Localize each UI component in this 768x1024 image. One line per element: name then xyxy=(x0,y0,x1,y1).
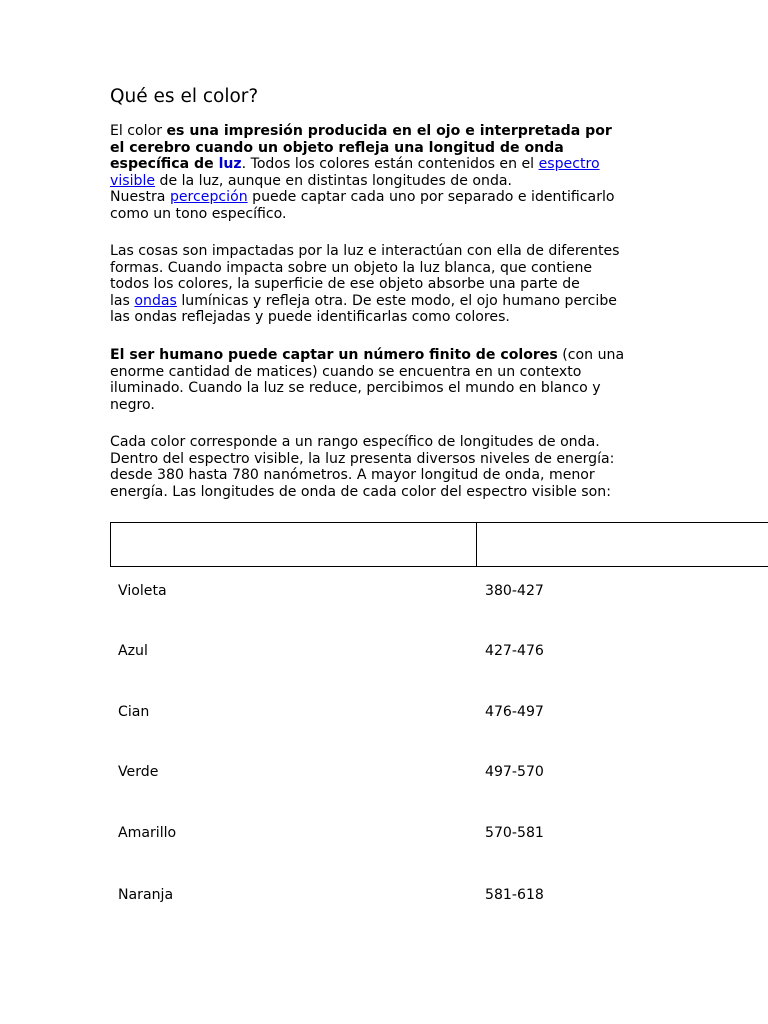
wavelength-cell: 497-570 xyxy=(485,764,544,780)
color-name-cell: Amarillo xyxy=(118,825,177,841)
text: Nuestra xyxy=(110,189,170,205)
bold-text: es una impresión producida en el ojo e interpretada por xyxy=(166,123,612,139)
wavelength-cell: 427-476 xyxy=(485,643,544,659)
wavelength-cell: 570-581 xyxy=(485,825,544,841)
table-row xyxy=(118,581,758,601)
paragraph-human-perception xyxy=(110,347,655,413)
text: las xyxy=(110,292,135,309)
paragraph-interaction xyxy=(110,243,655,326)
color-name-cell: Naranja xyxy=(118,887,174,903)
text: Cada color corresponde a un rango específico de longitudes de onda. xyxy=(110,434,600,450)
text: Las cosas son impactadas por la luz e interactúan con ella de diferentes xyxy=(110,243,620,259)
text: enorme cantidad de matices) cuando se encuentra en un contexto xyxy=(110,363,582,380)
text: las ondas reflejadas y puede identificarlas como colores. xyxy=(110,309,510,325)
bold-text: El ser humano puede captar un número finito de colores xyxy=(110,347,558,363)
text: iluminado. Cuando la luz se reduce, percibimos el mundo en blanco y xyxy=(110,380,601,396)
link-espectro-visible-cont[interactable]: visible xyxy=(110,172,156,189)
bold-text: el cerebro cuando un objeto refleja una longitud de onda xyxy=(110,139,564,156)
text: Dentro del espectro visible, la luz presenta diversos niveles de energía: xyxy=(110,450,615,467)
link-percepcion[interactable]: percepción xyxy=(169,189,248,205)
paragraph-definition xyxy=(110,123,655,222)
color-name-cell: Verde xyxy=(118,764,159,780)
text: energía. Las longitudes de onda de cada color del espectro visible son: xyxy=(110,483,611,500)
color-name-cell: Cian xyxy=(118,704,150,720)
color-name-cell: Azul xyxy=(118,643,148,659)
table-row xyxy=(118,762,758,782)
table-column-divider xyxy=(476,523,477,566)
text: puede captar cada uno por separado e identificarlo xyxy=(247,189,615,205)
text: lumínicas y refleja otra. De este modo, el ojo humano percibe xyxy=(176,292,617,309)
text: todos los colores, la superficie de ese objeto absorbe una parte de xyxy=(110,276,580,292)
link-luz[interactable]: luz xyxy=(218,156,242,172)
bold-text: específica de xyxy=(110,156,219,172)
text: (con una xyxy=(557,347,625,363)
text: negro. xyxy=(110,396,155,413)
wavelength-cell: 380-427 xyxy=(485,583,544,599)
text: como un tono específico. xyxy=(110,205,287,222)
text: El color xyxy=(110,123,167,139)
wavelength-cell: 581-618 xyxy=(485,887,544,903)
table-row xyxy=(118,885,758,905)
paragraph-wavelengths xyxy=(110,434,655,500)
text: . Todos los colores están contenidos en el xyxy=(241,156,539,172)
table-row xyxy=(118,823,758,843)
text: de la luz, aunque en distintas longitudes de onda. xyxy=(155,172,513,189)
table-row xyxy=(118,641,758,661)
text: formas. Cuando impacta sobre un objeto la luz blanca, que contiene xyxy=(110,259,593,276)
color-name-cell: Violeta xyxy=(118,583,167,599)
table-row xyxy=(118,702,758,722)
link-ondas[interactable]: ondas xyxy=(134,292,177,309)
text: desde 380 hasta 780 nanómetros. A mayor longitud de onda, menor xyxy=(110,467,595,483)
link-espectro-visible[interactable]: espectro xyxy=(538,156,600,172)
table-header xyxy=(110,522,768,567)
wavelength-cell: 476-497 xyxy=(485,704,544,720)
page-title: Qué es el color? xyxy=(110,86,259,107)
